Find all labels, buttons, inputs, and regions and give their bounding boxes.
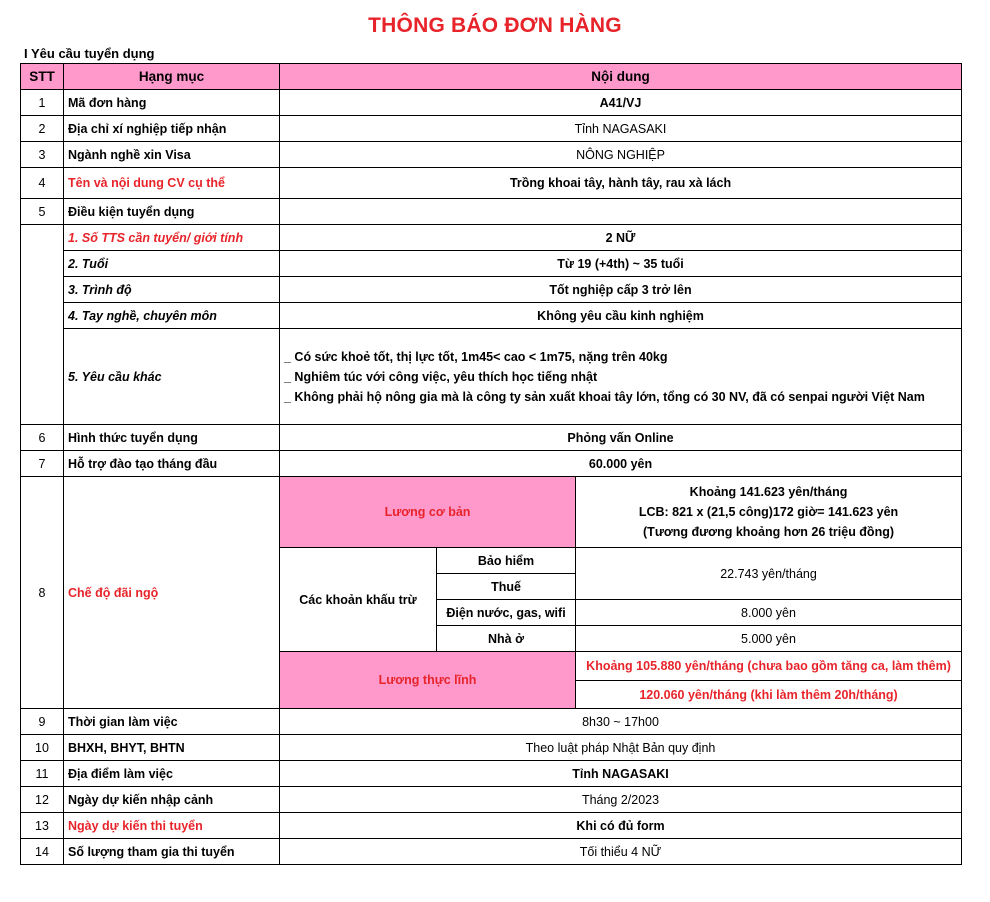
row-stt: 12 xyxy=(21,787,64,813)
table-row xyxy=(21,425,962,451)
insurance-label: Bảo hiểm xyxy=(437,548,576,574)
deductions-label: Các khoản khấu trừ xyxy=(280,548,437,652)
row-value: NÔNG NGHIỆP xyxy=(280,142,962,168)
row-value: Khi có đủ form xyxy=(280,813,962,839)
base-salary-line: Khoảng 141.623 yên/tháng xyxy=(689,485,848,499)
row-value xyxy=(280,199,962,225)
housing-label: Nhà ở xyxy=(437,626,576,652)
row-stt-empty xyxy=(21,225,64,425)
row-label: Điều kiện tuyển dụng xyxy=(64,199,280,225)
row-stt: 3 xyxy=(21,142,64,168)
row-stt: 2 xyxy=(21,116,64,142)
row-stt: 13 xyxy=(21,813,64,839)
row-label: 1. Số TTS cần tuyển/ giới tính xyxy=(64,225,280,251)
table-row xyxy=(21,90,962,116)
row-label: Hình thức tuyển dụng xyxy=(64,425,280,451)
base-salary-value xyxy=(576,477,962,548)
net-salary-value: Khoảng 105.880 yên/tháng (chưa bao gồm tăng ca, làm thêm) xyxy=(576,652,962,681)
row-value: Tỉnh NAGASAKI xyxy=(280,761,962,787)
row-stt: 11 xyxy=(21,761,64,787)
row-label: Chế độ đãi ngộ xyxy=(64,477,280,709)
row-label: Thời gian làm việc xyxy=(64,709,280,735)
row-label: Ngày dự kiến nhập cảnh xyxy=(64,787,280,813)
base-salary-line: LCB: 821 x (21,5 công)172 giờ= 141.623 yên xyxy=(638,505,899,519)
row-label: Ngày dự kiến thi tuyển xyxy=(64,813,280,839)
row-value: Từ 19 (+4th) ~ 35 tuổi xyxy=(280,251,962,277)
table-row-compensation xyxy=(21,477,962,548)
row-value-list xyxy=(280,329,962,425)
table-row xyxy=(21,329,962,425)
row-value: Tốt nghiệp cấp 3 trở lên xyxy=(280,277,962,303)
row-label: Hỗ trợ đào tạo tháng đầu xyxy=(64,451,280,477)
row-stt: 4 xyxy=(21,168,64,199)
table-row xyxy=(21,761,962,787)
row-value: 60.000 yên xyxy=(280,451,962,477)
table-row xyxy=(21,277,962,303)
net-salary-label: Lương thực lĩnh xyxy=(280,652,576,709)
row-stt: 14 xyxy=(21,839,64,865)
base-salary-label: Lương cơ bản xyxy=(280,477,576,548)
row-value: 8h30 ~ 17h00 xyxy=(280,709,962,735)
row-label: Địa điểm làm việc xyxy=(64,761,280,787)
table-row xyxy=(21,813,962,839)
row-label: Ngành nghề xin Visa xyxy=(64,142,280,168)
requirement-line: _ Nghiêm túc với công việc, yêu thích học tiếng nhật xyxy=(284,369,598,384)
row-value: 2 NỮ xyxy=(280,225,962,251)
utilities-value: 8.000 yên xyxy=(576,600,962,626)
table-row xyxy=(21,251,962,277)
housing-value: 5.000 yên xyxy=(576,626,962,652)
row-label: Mã đơn hàng xyxy=(64,90,280,116)
header-stt: STT xyxy=(21,64,64,90)
table-row xyxy=(21,303,962,329)
insurance-tax-value: 22.743 yên/tháng xyxy=(576,548,962,600)
row-stt: 8 xyxy=(21,477,64,709)
header-category: Hạng mục xyxy=(64,64,280,90)
row-label: Địa chỉ xí nghiệp tiếp nhận xyxy=(64,116,280,142)
row-stt: 9 xyxy=(21,709,64,735)
row-label: BHXH, BHYT, BHTN xyxy=(64,735,280,761)
table-header-row xyxy=(21,64,962,90)
row-stt: 10 xyxy=(21,735,64,761)
utilities-label: Điện nước, gas, wifi xyxy=(437,600,576,626)
row-label: 5. Yêu cầu khác xyxy=(64,329,280,425)
row-stt: 1 xyxy=(21,90,64,116)
row-value: Phỏng vấn Online xyxy=(280,425,962,451)
requirement-line: _ Không phải hộ nông gia mà là công ty sản xuất khoai tây lớn, tổng có 30 NV, đã có senpai người Việt Nam xyxy=(284,389,925,404)
row-value: Tỉnh NAGASAKI xyxy=(280,116,962,142)
row-stt: 5 xyxy=(21,199,64,225)
tax-label: Thuế xyxy=(437,574,576,600)
row-value: Tháng 2/2023 xyxy=(280,787,962,813)
row-label: 3. Trình độ xyxy=(64,277,280,303)
requirement-line: _ Có sức khoẻ tốt, thị lực tốt, 1m45< cao < 1m75, nặng trên 40kg xyxy=(284,349,668,364)
row-value: Trồng khoai tây, hành tây, rau xà lách xyxy=(280,168,962,199)
row-stt: 6 xyxy=(21,425,64,451)
table-row xyxy=(21,787,962,813)
row-stt: 7 xyxy=(21,451,64,477)
row-value: Tối thiểu 4 NỮ xyxy=(280,839,962,865)
row-value: Theo luật pháp Nhật Bản quy định xyxy=(280,735,962,761)
table-row xyxy=(21,735,962,761)
row-label: Tên và nội dung CV cụ thể xyxy=(64,168,280,199)
table-row xyxy=(21,168,962,199)
order-table xyxy=(20,63,962,865)
table-row xyxy=(21,451,962,477)
table-row xyxy=(21,709,962,735)
row-value: A41/VJ xyxy=(280,90,962,116)
base-salary-line: (Tương đương khoảng hơn 26 triệu đồng) xyxy=(643,525,895,539)
row-label: Số lượng tham gia thi tuyển xyxy=(64,839,280,865)
net-salary-overtime-value: 120.060 yên/tháng (khi làm thêm 20h/tháng) xyxy=(576,681,962,709)
table-row xyxy=(21,142,962,168)
section-heading: I Yêu cầu tuyển dụng xyxy=(24,46,155,61)
table-row xyxy=(21,199,962,225)
row-label: 2. Tuổi xyxy=(64,251,280,277)
table-row xyxy=(21,839,962,865)
page-title: THÔNG BÁO ĐƠN HÀNG xyxy=(368,14,622,37)
row-label: 4. Tay nghề, chuyên môn xyxy=(64,303,280,329)
row-value: Không yêu cầu kinh nghiệm xyxy=(280,303,962,329)
table-row xyxy=(21,116,962,142)
header-content: Nội dung xyxy=(280,64,962,90)
table-row xyxy=(21,225,962,251)
